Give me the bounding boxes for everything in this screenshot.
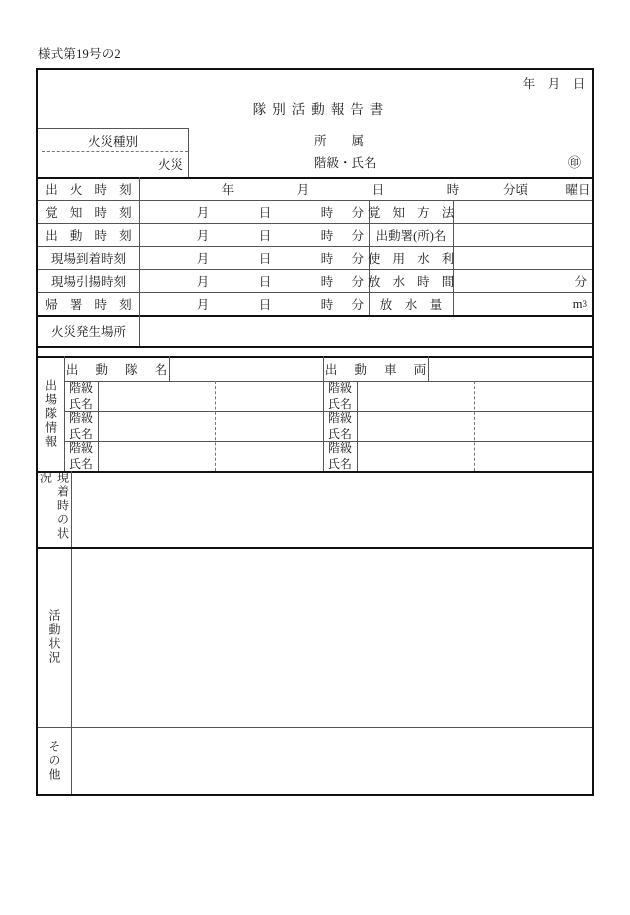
name-label: 氏名 [68, 426, 93, 441]
detection-hour[interactable]: 時 [320, 206, 334, 220]
return-minute[interactable]: 分 [351, 298, 364, 312]
date-line: 年 月 日 [522, 77, 586, 91]
name-label: 氏名 [327, 426, 352, 441]
dispatch-minute[interactable]: 分 [351, 229, 364, 243]
member-left-1-labels [64, 382, 98, 411]
name-label: 氏名 [68, 396, 93, 411]
affiliation-label: 所 属 [314, 134, 365, 148]
detection-day[interactable]: 日 [258, 206, 272, 220]
ignition-weekday[interactable]: 曜日 [565, 183, 591, 197]
withdrawal-month[interactable]: 月 [196, 275, 210, 289]
other-value[interactable] [71, 727, 592, 794]
withdrawal-minute[interactable]: 分 [351, 275, 364, 289]
arrival-situation-value[interactable] [71, 471, 592, 547]
member-right-1-labels [323, 382, 357, 411]
discharge-duration-unit: 分 [574, 275, 587, 289]
row-label-discharge-volume: 放 水 量 [379, 298, 443, 312]
activity-status-value[interactable] [71, 547, 592, 727]
fire-type-box-right [188, 128, 189, 177]
member-left-2-labels [64, 412, 98, 441]
ignition-year[interactable]: 年 [221, 183, 235, 197]
ignition-day[interactable]: 日 [371, 183, 385, 197]
member-left-2-value[interactable] [98, 412, 323, 441]
team-section-side-label: 出場隊情報 [43, 378, 58, 449]
row-label-detection-method: 覚 知 方 法 [367, 206, 459, 220]
member-right-2-value[interactable] [357, 412, 592, 441]
member-right-3-labels [323, 442, 357, 471]
row-label-arrival-time: 現場到着時刻 [50, 252, 126, 266]
ignition-month[interactable]: 月 [296, 183, 310, 197]
return-hour[interactable]: 時 [320, 298, 334, 312]
member-right-2-labels [323, 412, 357, 441]
row-label-withdrawal-time: 現場引揚時刻 [50, 275, 126, 289]
return-month[interactable]: 月 [196, 298, 210, 312]
detection-month[interactable]: 月 [196, 206, 210, 220]
fire-type-label: 火災種別 [87, 134, 138, 149]
name-label: 氏名 [68, 456, 93, 471]
rank-label: 階級 [68, 380, 93, 395]
rank-name-label: 階級・氏名 [314, 156, 377, 170]
fire-location-value[interactable] [139, 316, 592, 346]
member-left-3-value[interactable] [98, 442, 323, 471]
arrival-month[interactable]: 月 [196, 252, 210, 266]
rank-label: 階級 [68, 410, 93, 425]
discharge-volume-unit: m 3 [572, 296, 587, 311]
row-label-ignition-time: 出 火 時 刻 [45, 183, 137, 197]
rank-label: 階級 [327, 380, 352, 395]
rank-label: 階級 [327, 410, 352, 425]
dispatch-month[interactable]: 月 [196, 229, 210, 243]
form-number: 様式第19号の2 [38, 47, 121, 61]
fire-type-box-top [38, 128, 188, 129]
row-label-water-source: 使 用 水 利 [367, 252, 459, 266]
ignition-minute[interactable]: 分頃 [502, 183, 528, 197]
ignition-hour[interactable]: 時 [446, 183, 460, 197]
row-label-dispatch-station: 出動署(所)名 [375, 229, 447, 243]
withdrawal-hour[interactable]: 時 [320, 275, 334, 289]
row-label-discharge-duration: 放 水 時 間 [367, 275, 459, 289]
dispatch-day[interactable]: 日 [258, 229, 272, 243]
arrival-minute[interactable]: 分 [351, 252, 364, 266]
rank-label: 階級 [68, 440, 93, 455]
rank-label: 階級 [327, 440, 352, 455]
other-label: その他 [47, 739, 61, 782]
activity-status-label: 活動状況 [47, 609, 61, 665]
name-label: 氏名 [327, 456, 352, 471]
name-label: 氏名 [327, 396, 352, 411]
member-left-3-labels [64, 442, 98, 471]
unit-name-value[interactable] [169, 357, 323, 381]
page-title: 隊別活動報告書 [252, 102, 390, 117]
fire-type-value[interactable]: 火災 [157, 158, 183, 172]
row-label-detection-time: 覚 知 時 刻 [45, 206, 137, 220]
arrival-situation-label: 現着時の状況 [38, 471, 70, 541]
vehicle-value[interactable] [428, 357, 592, 381]
row-label-return-time: 帰 署 時 刻 [45, 298, 137, 312]
member-right-3-value[interactable] [357, 442, 592, 471]
unit-name-label: 出 動 隊 名 [65, 363, 175, 377]
dispatch-hour[interactable]: 時 [320, 229, 334, 243]
location-row-bottom [38, 346, 592, 348]
withdrawal-day[interactable]: 日 [258, 275, 272, 289]
member-left-1-value[interactable] [98, 382, 323, 411]
row-label-dispatch-time: 出 動 時 刻 [45, 229, 137, 243]
vehicle-label: 出 動 車 両 [324, 363, 434, 377]
arrival-hour[interactable]: 時 [320, 252, 334, 266]
arrival-day[interactable]: 日 [258, 252, 272, 266]
return-day[interactable]: 日 [258, 298, 272, 312]
member-right-1-value[interactable] [357, 382, 592, 411]
row-label-fire-location: 火災発生場所 [50, 325, 126, 339]
detection-minute[interactable]: 分 [351, 206, 364, 220]
seal-icon: ㊞ [568, 155, 582, 170]
fire-type-dotted-divider [42, 151, 188, 152]
form-outer-frame [36, 68, 594, 796]
